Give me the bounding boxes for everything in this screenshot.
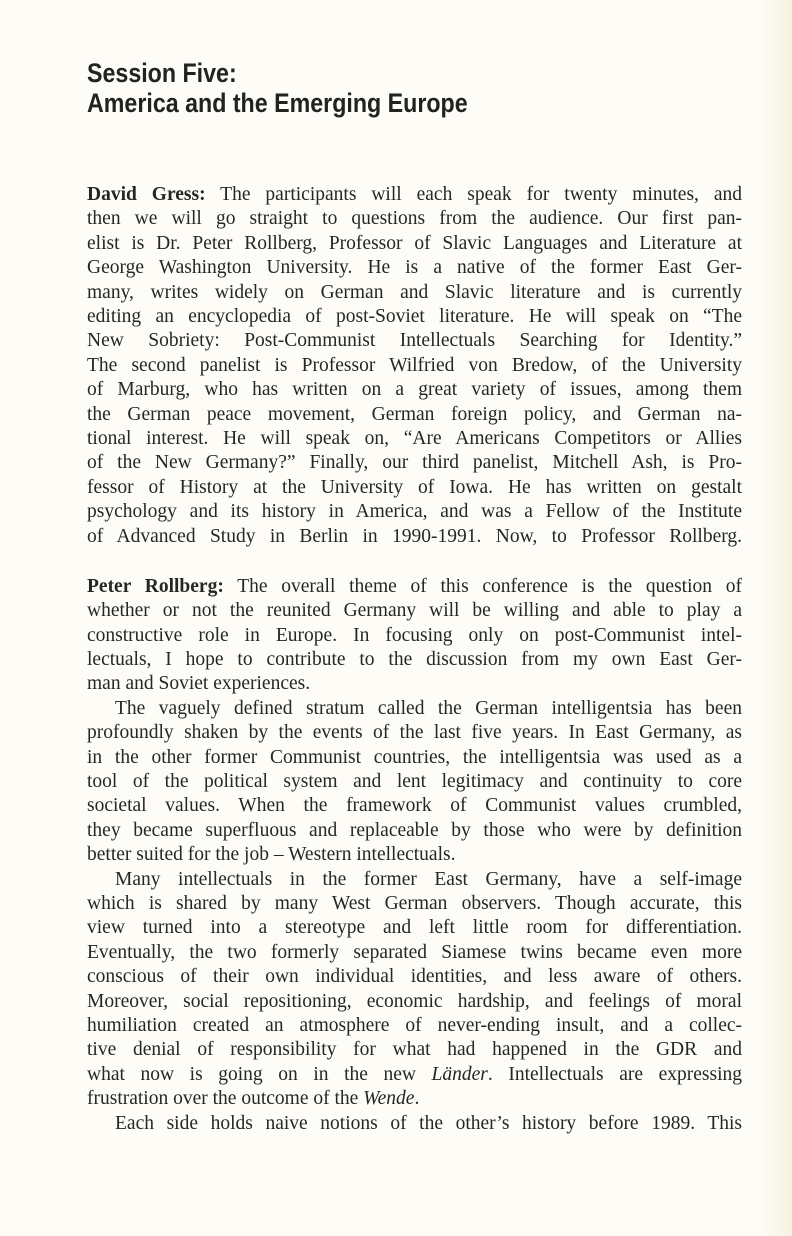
text-line: of the New Germany?” Finally, our third panelist, Mitchell Ash, is Pro- — [87, 452, 742, 474]
text-line: humiliation created an atmosphere of never-ending insult, and a collec- — [87, 1015, 742, 1036]
text-line: of Advanced Study in Berlin in 1990-1991. Now, to Professor Rollberg. — [87, 525, 742, 547]
text-line: conscious of their own individual identities, and less aware of others. — [87, 966, 742, 988]
italic-term: Wende — [363, 1088, 415, 1110]
text-line: man and Soviet experiences. — [87, 673, 311, 695]
text-line: many, writes widely on German and Slavic literature and is currently — [87, 281, 742, 303]
text-line: fessor of History at the University of Iowa. He has written on gestalt — [87, 476, 742, 498]
paragraph — [87, 575, 742, 697]
text-line: tool of the political system and lent legitimacy and continuity to core — [87, 770, 742, 792]
session-heading — [87, 58, 468, 118]
text-line: elist is Dr. Peter Rollberg, Professor of Slavic Languages and Literature at — [87, 232, 742, 254]
text-segment: The overall theme of this conference is the question of — [223, 575, 742, 597]
text-segment: The participants will each speak for twenty minutes, and — [205, 184, 742, 205]
text-line: constructive role in Europe. In focusing only on post-Communist intel- — [87, 624, 742, 646]
text-line: The vaguely defined stratum called the German intelligentsia has been — [115, 697, 742, 719]
text-line: The second panelist is Professor Wilfried von Bredow, of the University — [87, 354, 742, 376]
speaker-name: David Gress: — [87, 184, 206, 205]
text-line: Many intellectuals in the former East Germany, have a self-image — [115, 868, 742, 890]
text-line — [87, 575, 742, 599]
text-line: tional interest. He will speak on, “Are Americans Competitors or Allies — [87, 428, 742, 450]
text-line — [87, 183, 742, 207]
text-line: editing an encyclopedia of post-Soviet literature. He will speak on “The — [87, 306, 742, 328]
text-line: societal values. When the framework of Communist values crumbled, — [87, 795, 742, 817]
text-line: in the other former Communist countries, the intelligentsia was used as a — [87, 746, 742, 768]
text-line: profoundly shaken by the events of the last five years. In East Germany, as — [87, 722, 742, 744]
session-subtitle: America and the Emerging Europe — [87, 88, 468, 118]
text-line: George Washington University. He is a native of the former East Ger- — [87, 257, 742, 279]
text-line: New Sobriety: Post-Communist Intellectuals Searching for Identity.” — [87, 330, 742, 352]
text-line: Moreover, social repositioning, economic hardship, and feelings of moral — [87, 990, 742, 1012]
text-segment: . — [414, 1088, 420, 1110]
text-line: better suited for the job – Western intellectuals. — [87, 844, 456, 866]
session-title: Session Five: — [87, 58, 237, 88]
text-line: then we will go straight to questions from the audience. Our first pan- — [87, 208, 742, 230]
paragraph — [87, 183, 742, 549]
text-line — [87, 1087, 742, 1111]
text-line: psychology and its history in America, and was a Fellow of the Institute — [87, 501, 742, 523]
text-line — [87, 1063, 742, 1087]
text-segment: what now is going on in the new — [87, 1063, 432, 1085]
paragraph — [87, 1112, 742, 1136]
text-line: view turned into a stereotype and left little room for differentiation. — [87, 917, 742, 939]
text-segment: frustration over the outcome of the — [87, 1088, 364, 1110]
text-line: Each side holds naive notions of the other’s history before 1989. This — [115, 1112, 742, 1134]
text-line: whether or not the reunited Germany will be willing and able to play a — [87, 600, 742, 622]
text-line: the German peace movement, German foreign policy, and German na- — [87, 403, 742, 425]
text-line: they became superfluous and replaceable by those who were by definition — [87, 819, 742, 841]
text-line: of Marburg, who has written on a great variety of issues, among them — [87, 379, 742, 401]
paragraph — [87, 868, 742, 1112]
paragraph — [87, 697, 742, 868]
text-segment: . Intellectuals are expressing — [487, 1063, 743, 1085]
speaker-name: Peter Rollberg: — [87, 575, 224, 597]
text-line: tive denial of responsibility for what had happened in the GDR and — [87, 1039, 742, 1061]
text-line: Eventually, the two formerly separated Siamese twins became even more — [87, 941, 742, 963]
text-line: lectuals, I hope to contribute to the discussion from my own East Ger- — [87, 648, 742, 670]
text-line: which is shared by many West German observers. Though accurate, this — [87, 892, 742, 914]
italic-term: Länder — [431, 1063, 488, 1085]
transcript-body — [87, 183, 742, 1136]
